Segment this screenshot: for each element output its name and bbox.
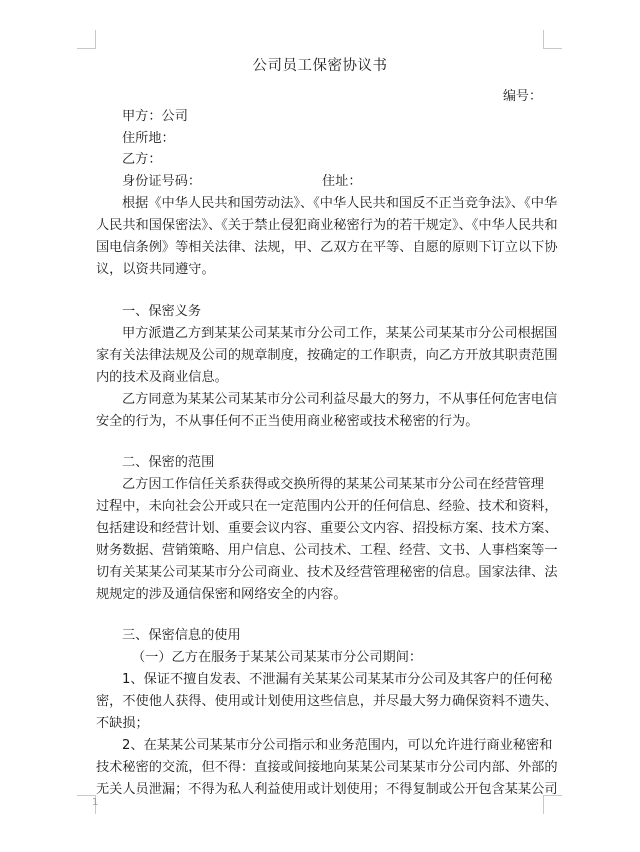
paragraph-line: 甲方派遣乙方到某某公司某某市分公司工作，某某公司某某市分公司根据国 — [122, 326, 558, 341]
paragraph-line: 不缺损； — [96, 716, 149, 731]
serial-number-label: 编号： — [503, 89, 543, 104]
page-number: 1 — [92, 797, 99, 808]
paragraph-line: 密，不使他人获得、使用或计划使用这些信息，并尽最大努力确保资料不遗失、 — [96, 694, 558, 709]
residence-line: 住址： — [322, 174, 362, 189]
section-heading: 三、保密信息的使用 — [122, 628, 241, 643]
paragraph-line: 技术秘密的交流，但不得：直接或间接地向某某公司某某市分公司内部、外部的 — [96, 760, 558, 775]
document-title: 公司员工保密协议书 — [252, 58, 388, 74]
sub-heading: （一）乙方在服务于某某公司某某市分公司期间： — [132, 650, 423, 665]
intro-line: 议，以资共同遵守。 — [96, 262, 215, 277]
paragraph-line: 切有关某某公司某某市分公司商业、技术及经营管理秘密的信息。国家法律、法 — [96, 565, 558, 580]
paragraph-line: 乙方同意为某某公司某某市分公司利益尽最大的努力，不从事任何危害电信 — [122, 392, 558, 407]
paragraph-line: 无关人员泄漏；不得为私人利益使用或计划使用；不得复制或公开包含某某公司 — [96, 782, 558, 797]
paragraph-line: 1、保证不擅自发表、不泄漏有关某某公司某某市分公司及其客户的任何秘 — [122, 672, 553, 687]
section-heading: 二、保密的范围 — [122, 455, 215, 470]
paragraph-line: 包括建设和经营计划、重要会议内容、重要公文内容、招投标方案、技术方案、 — [96, 521, 558, 536]
intro-line: 根据《中华人民共和国劳动法》、《中华人民共和国反不正当竞争法》、《中华 — [122, 196, 558, 211]
paragraph-line: 安全的行为，不从事任何不正当使用商业秘密或技术秘密的行为。 — [96, 414, 479, 429]
address-line: 住所地： — [122, 131, 175, 146]
paragraph-line: 内的技术及商业信息。 — [96, 370, 228, 385]
paragraph-line: 2、在某某公司某某市分公司指示和业务范围内，可以允许进行商业秘密和 — [122, 738, 553, 753]
paragraph-line: 家有关法律法规及公司的规章制度，按确定的工作职责，向乙方开放其职责范围 — [96, 348, 558, 363]
paragraph-line: 财务数据、营销策略、用户信息、公司技术、工程、经营、文书、人事档案等一 — [96, 543, 558, 558]
paragraph-line: 乙方因工作信任关系获得或交换所得的某某公司某某市分公司在经营管理 — [122, 477, 544, 492]
section-heading: 一、保密义务 — [122, 304, 202, 319]
intro-line: 国电信条例》等相关法律、法规，甲、乙双方在平等、自愿的原则下订立以下协 — [96, 240, 558, 255]
id-number-line: 身份证号码： — [122, 174, 202, 189]
paragraph-line: 过程中，未向社会公开或只在一定范围内公开的任何信息、经验、技术和资料， — [96, 499, 558, 514]
intro-line: 人民共和国保密法》、《关于禁止侵犯商业秘密行为的若干规定》、《中华人民共和 — [96, 218, 558, 233]
party-b-line: 乙方： — [122, 152, 162, 167]
crop-mark-bottom-right — [543, 795, 562, 814]
paragraph-line: 规规定的涉及通信保密和网络安全的内容。 — [96, 587, 347, 602]
crop-mark-top-right — [543, 30, 562, 49]
crop-mark-top-left — [77, 30, 96, 49]
party-a-line: 甲方：公司 — [122, 109, 188, 124]
